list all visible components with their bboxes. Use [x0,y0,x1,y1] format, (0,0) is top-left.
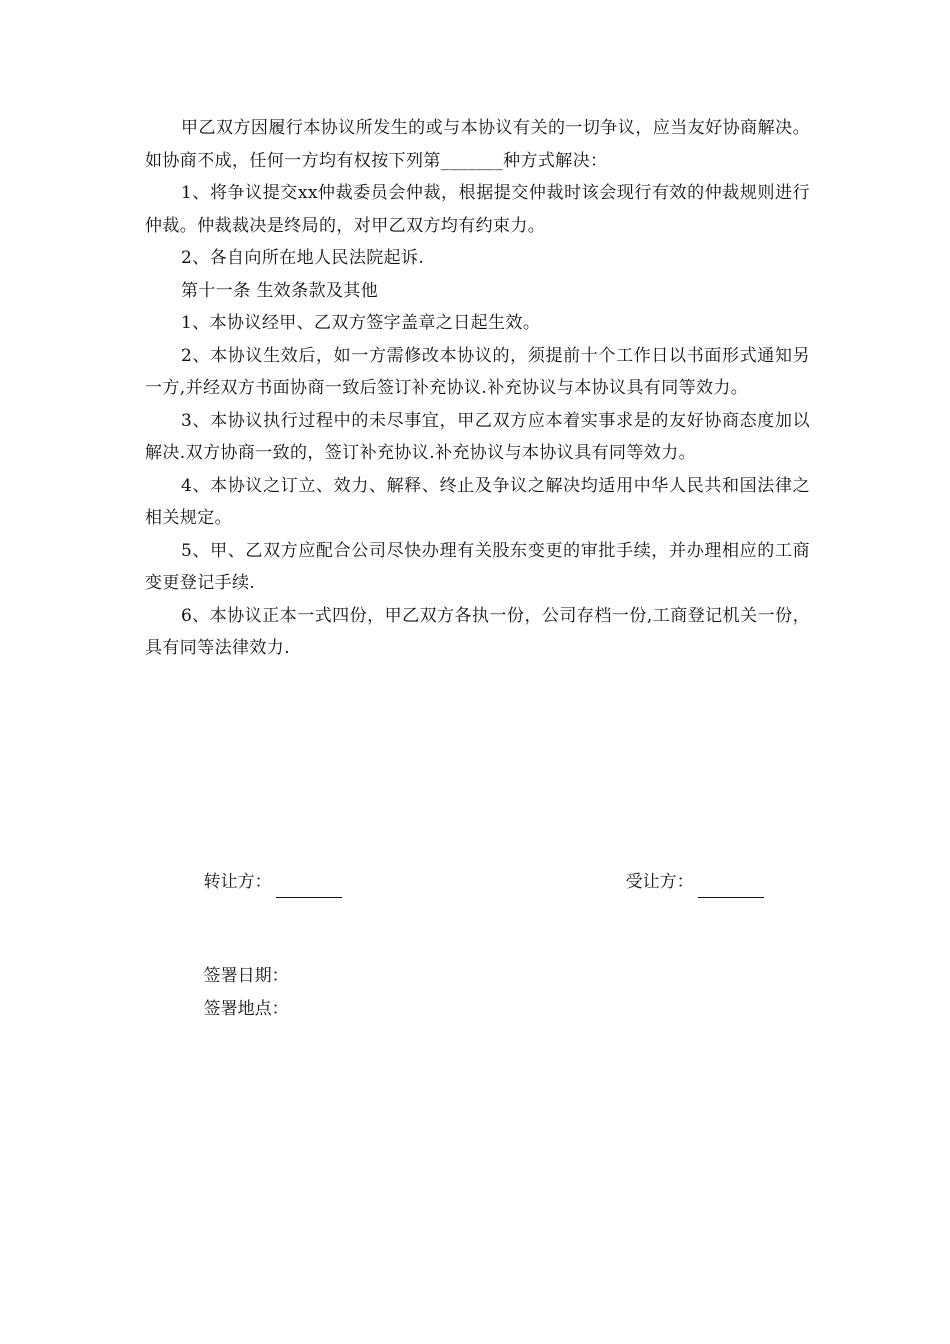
signing-date-label: 签署日期： [203,966,289,986]
effective-clause-3: 3、本协议执行过程中的未尽事宜，甲乙双方应本着实事求是的友好协商态度加以解决.双方协商一致的，签订补充协议.补充协议与本协议具有同等效力。 [145,410,810,463]
transferor-signature-line [276,875,342,898]
transferee-signature-line [698,875,764,898]
signing-place [182,961,289,1057]
effective-clause-6: 6、本协议正本一式四份，甲乙双方各执一份，公司存档一份,工商登记机关一份，具有同等法律效力. [145,605,810,658]
dispute-resolution-paragraph: 甲乙双方因履行本协议所发生的或与本协议有关的一切争议，应当友好协商解决。如协商不成，任何一方均有权按下列第_______种方式解决： [145,118,810,171]
article-eleven-heading: 第十一条 生效条款及其他 [181,280,379,301]
effective-clause-4: 4、本协议之订立、效力、解释、终止及争议之解决均适用中华人民共和国法律之相关规定。 [145,475,810,528]
arbitration-clause: 1、将争议提交xx仲裁委员会仲裁，根据提交仲裁时该会现行有效的仲裁规则进行仲裁。仲裁裁决是终局的，对甲乙双方均有约束力。 [145,183,810,236]
transferee-label: 受让方： [625,872,694,892]
effective-clause-5: 5、甲、乙双方应配合公司尽快办理有关股东变更的审批手续，并办理相应的工商变更登记手续. [145,540,810,593]
transferor-label: 转让方： [203,872,272,892]
signing-place-label: 签署地点： [203,999,289,1019]
effective-clause-1: 1、本协议经甲、乙双方签字盖章之日起生效。 [181,313,541,333]
transferor-signature [182,834,342,930]
effective-clause-2: 2、本协议生效后，如一方需修改本协议的，须提前十个工作日以书面形式通知另一方,并经双方书面协商一致后签订补充协议.补充协议与本协议具有同等效力。 [145,345,810,398]
agreement-body [145,112,810,665]
litigation-clause: 2、各自向所在地人民法院起诉. [181,248,425,268]
transferee-signature [604,834,764,930]
